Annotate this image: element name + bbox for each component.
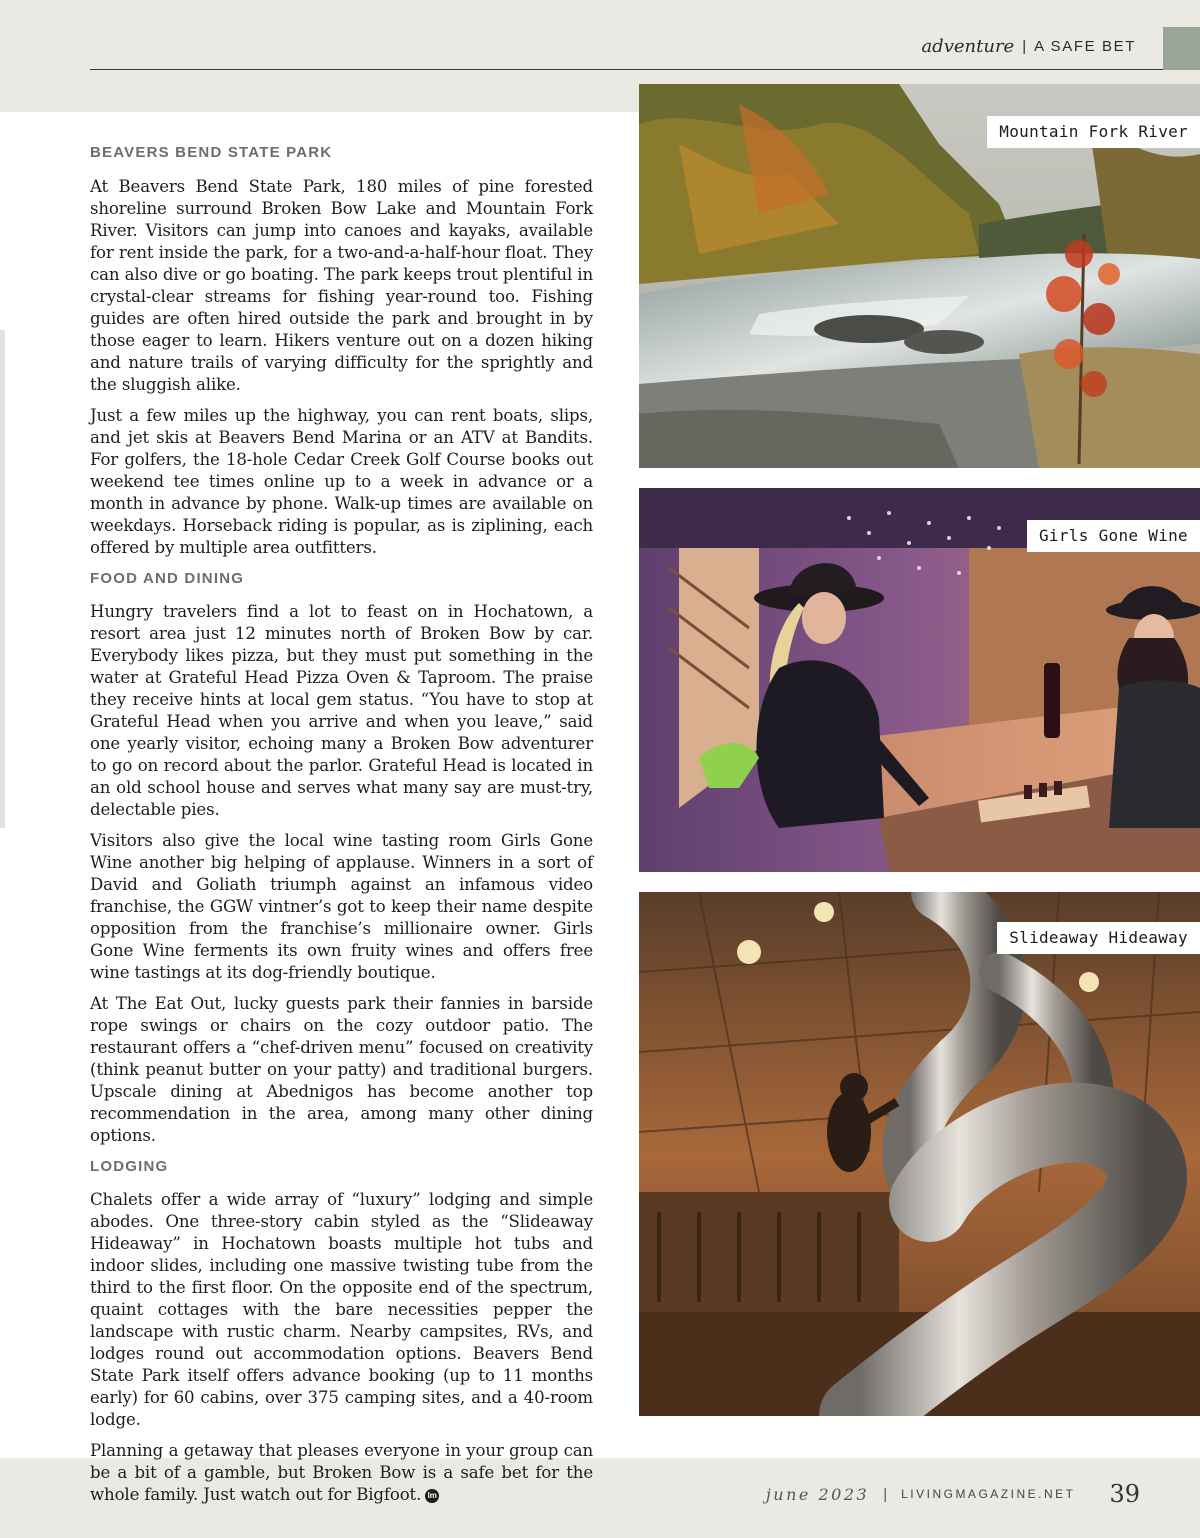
section-name: adventure (921, 35, 1015, 57)
header-rule (90, 69, 1163, 70)
website-url[interactable]: LIVINGMAGAZINE.NET (901, 1487, 1076, 1501)
photo-caption: Slideaway Hideaway (997, 922, 1200, 954)
paragraph: At Beavers Bend State Park, 180 miles of pine forested shoreline surround Broken Bow Lake and Mountain Fork River. Visitors can jump into canoes and kayaks, available for rent inside the park, for a two-and-a-half-hour float. They can also dive or go boating. The park keeps trout plentiful in crystal-clear streams for fishing year-round too. Fishing guides are often hired outside the park and brought in by those eager to learn. Hikers venture out on a dozen hiking and nature trails of varying difficulty for the sprightly and the sluggish alike. (90, 177, 593, 394)
header-accent-block (1163, 27, 1200, 70)
footer-separator: | (883, 1485, 888, 1503)
paragraph: Chalets offer a wide array of “luxury” lodging and simple abodes. One three-story cabin styled as the “Slideaway Hideaway” in Hochatown boasts multiple hot tubs and indoor slides, including one massive twisting tube from the third to the first floor. On the opposite end of the spectrum, quaint cottages with the bare necessities pepper the landscape with rustic charm. Nearby campsites, RVs, and lodges round out accommodation options. Beavers Bend State Park itself offers advance booking (up to 11 months early) for 60 cabins, over 375 camping sites, and a 40-room lodge. (90, 1190, 593, 1429)
margin-bar (0, 330, 5, 828)
living-magazine-end-mark-icon: lm (425, 1489, 439, 1503)
last-paragraph (90, 1440, 593, 1506)
photo-slideaway-hideaway (639, 892, 1200, 1416)
page-number: 39 (1109, 1480, 1140, 1508)
paragraph: At The Eat Out, lucky guests park their fannies in barside rope swings or chairs on the cozy outdoor patio. The restaurant offers a “chef-driven menu” focused on creativity (think peanut butter on your patty) and traditional burgers. Upscale dining at Abednigos has become another top recommendation in the area, among many other dining options. (90, 994, 593, 1145)
paragraph: Visitors also give the local wine tasting room Girls Gone Wine another big helping of applause. Winners in a sort of David and Goliath triumph against an infamous video franchise, the GGW vintner’s got to keep their name despite opposition from the franchise’s millionaire owner. Girls Gone Wine ferments its own fruity wines and offers free wine tastings at its dog-friendly boutique. (90, 831, 593, 982)
slide-illustration (639, 892, 1200, 1416)
photo-caption: Mountain Fork River (987, 116, 1200, 148)
last-paragraph-text: Planning a getaway that pleases everyone in your group can be a bit of a gamble, but Broken Bow is a safe bet for the whole family. Just watch out for Bigfoot. (90, 1441, 593, 1504)
section-heading: FOOD AND DINING (90, 570, 245, 587)
section-heading: LODGING (90, 1158, 169, 1175)
article-column (90, 142, 593, 1515)
paragraph: Just a few miles up the highway, you can rent boats, slips, and jet skis at Beavers Bend Marina or an ATV at Bandits. For golfers, the 18-hole Cedar Creek Golf Course books out weekend tee times online up to a week in advance or a month in advance by phone. Walk-up times are available on weekdays. Horseback riding is popular, as is ziplining, each offered by multiple area outfitters. (90, 406, 593, 557)
page-footer (766, 1476, 1140, 1512)
paragraph: Hungry travelers find a lot to feast on in Hochatown, a resort area just 12 minutes north of Broken Bow by car. Everybody likes pizza, but they must put something in the water at Grateful Head Pizza Oven & Taproom. The praise they receive hints at local gem status. “You have to stop at Grateful Head when you arrive and when you leave,” said one yearly visitor, echoing many a Broken Bow adventurer to go on record about the parlor. Grateful Head is located in an old school house and serves what many say are must-try, delectable pies. (90, 602, 593, 819)
issue-date: june 2023 (765, 1484, 870, 1504)
section-heading: BEAVERS BEND STATE PARK (90, 144, 333, 161)
section-subtitle: A SAFE BET (1034, 37, 1136, 55)
photo-girls-gone-wine (639, 488, 1200, 872)
section-header (921, 32, 1136, 60)
section-separator: | (1022, 37, 1027, 55)
photo-caption: Girls Gone Wine (1027, 520, 1200, 552)
photo-mountain-fork-river (639, 84, 1200, 468)
